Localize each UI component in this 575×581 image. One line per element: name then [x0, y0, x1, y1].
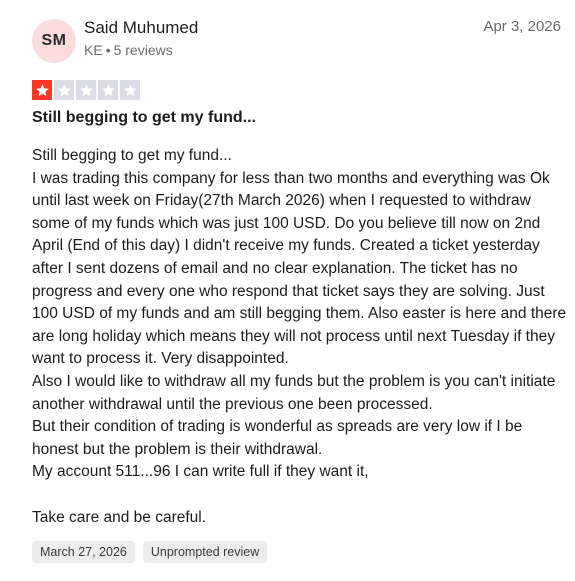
reviewer-meta [84, 42, 173, 58]
review-tags [32, 541, 267, 563]
star-empty-icon [120, 80, 140, 100]
meta-separator: • [105, 42, 111, 58]
star-rating [32, 80, 140, 100]
experience-date-badge[interactable]: March 27, 2026 [32, 541, 135, 563]
review-title[interactable]: Still begging to get my fund... [32, 109, 256, 126]
star-filled-icon [32, 80, 52, 100]
star-empty-icon [54, 80, 74, 100]
star-empty-icon [76, 80, 96, 100]
review-type-badge[interactable]: Unprompted review [143, 541, 267, 563]
review-date: Apr 3, 2026 [483, 18, 561, 35]
reviewer-country: KE [84, 42, 103, 58]
star-empty-icon [98, 80, 118, 100]
avatar[interactable]: SM [32, 19, 76, 63]
review-body: Still begging to get my fund... I was trading this company for less than two months and everything was Ok until last week on Friday(27th March 2026) when I requested to withdraw some of my funds which was just 100 USD. Do you believe till now on 2nd April (End of this day) I didn't receive my funds. Created a ticket yesterday after I sent dozens of email and no clear explanation. The ticket has no progress and every one who respond that ticket says they are solving. Just 100 USD of my funds and am still begging them. Also easter is here and there are long holiday which means they will not process until next Tuesday if they want to process it. Very disappointed. Also I would like to withdraw all my funds but the problem is you can't initiate another withdrawal until the previous one been processed. But their condition of trading is wonderful as spreads are very low if I be honest but the problem is their withdrawal. My account 511...96 I can write full if they want it, Take care and be careful. [32, 147, 567, 526]
reviewer-review-count: 5 reviews [113, 42, 173, 58]
reviewer-name[interactable]: Said Muhumed [84, 18, 199, 37]
